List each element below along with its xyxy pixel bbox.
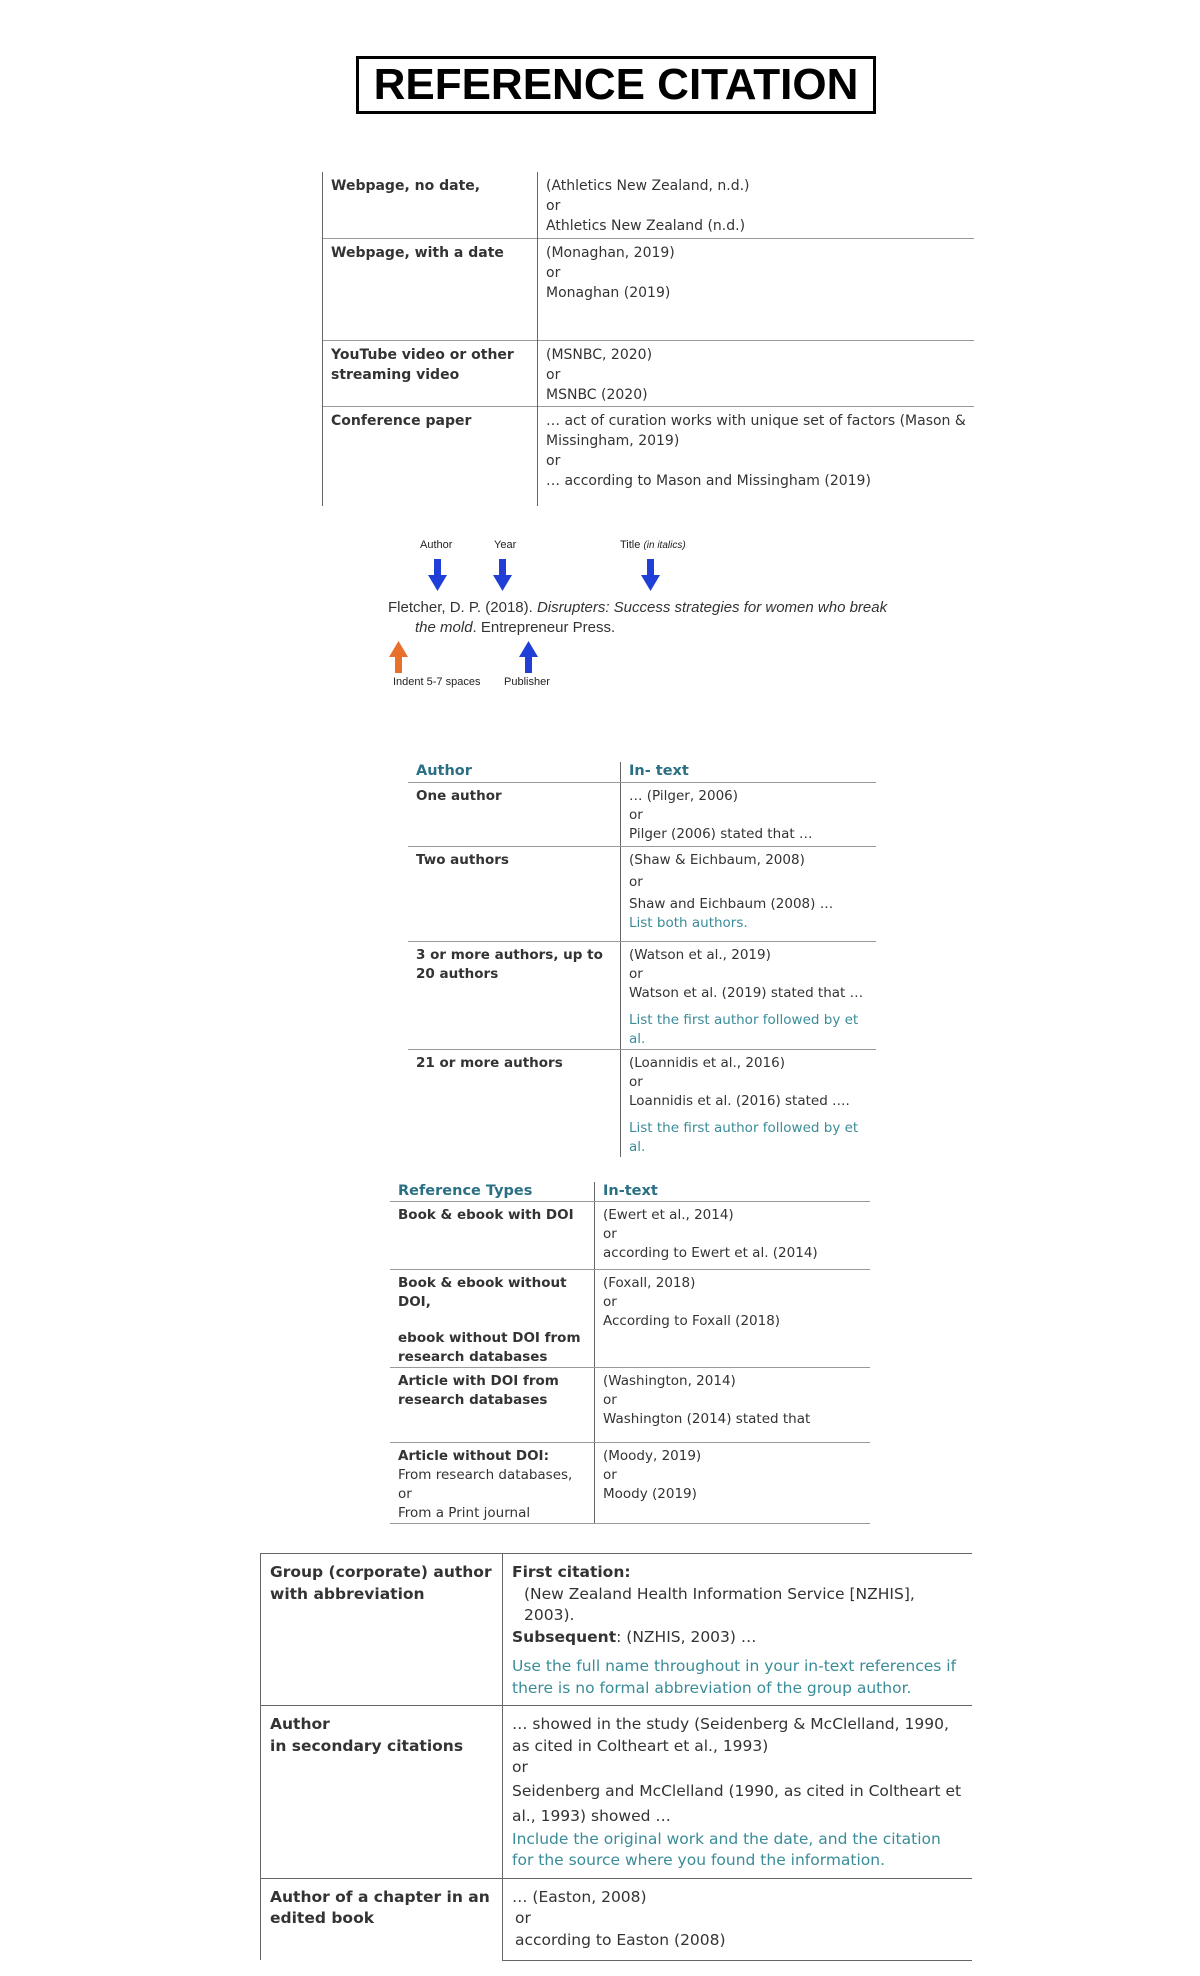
- citation-line: Loannidis et al. (2016) stated ….: [629, 1093, 850, 1109]
- citation-line: Moody (2019): [603, 1486, 697, 1502]
- author-citation-table: [408, 762, 876, 1157]
- indent-label: Indent 5-7 spaces: [393, 676, 481, 688]
- citation-line: (Watson et al., 2019): [629, 947, 771, 963]
- in-text-examples: [538, 238, 975, 340]
- reference-types-column-header: Reference Types: [390, 1182, 595, 1202]
- or-text: or: [629, 966, 643, 982]
- citation-line: Watson et al. (2019) stated that …: [629, 985, 864, 1001]
- first-citation-label: First citation:: [512, 1563, 631, 1581]
- table-row: [408, 847, 876, 942]
- citation-line: … showed in the study (Seidenberg & McClelland, 1990, as cited in Coltheart et al., 1993): [512, 1715, 949, 1755]
- citation-line: (Moody, 2019): [603, 1448, 702, 1464]
- example-reference: Fletcher, D. P. (2018). Disrupters: Success strategies for women who break the mold. Entrepreneur Press.: [388, 599, 888, 636]
- author-arrow-icon: [428, 559, 448, 593]
- citation-line: According to Foxall (2018): [603, 1313, 781, 1329]
- citation-line: (Shaw & Eichbaum, 2008): [629, 852, 805, 868]
- reference-type: YouTube video or other streaming video: [323, 340, 538, 406]
- in-text-examples: [503, 1706, 973, 1879]
- citation-line: … (Pilger, 2006): [629, 788, 739, 804]
- publisher-arrow-icon: [519, 641, 539, 675]
- in-text-examples: [538, 172, 975, 238]
- table-row: [408, 1050, 876, 1158]
- reference-type: Conference paper: [323, 406, 538, 506]
- or-text: or: [603, 1294, 617, 1310]
- subsequent-citation: Subsequent: (NZHIS, 2003) …: [512, 1627, 757, 1646]
- citation-line: Athletics New Zealand (n.d.): [546, 218, 746, 234]
- table-row: [323, 172, 975, 238]
- in-text-examples: [503, 1878, 973, 1960]
- in-text-examples: [621, 942, 877, 1050]
- in-text-examples: [595, 1443, 871, 1524]
- indent-arrow-icon: [389, 641, 409, 675]
- reference-type: Book & ebook without DOI, ebook without DOI from research databases: [390, 1270, 595, 1368]
- citation-line: Shaw and Eichbaum (2008) …: [629, 896, 834, 912]
- table-row: [390, 1443, 870, 1524]
- table-header: [390, 1182, 870, 1202]
- in-text-examples: [621, 847, 877, 942]
- in-text-examples: [595, 1368, 871, 1443]
- or-text: or: [629, 874, 643, 890]
- citation-line: Washington (2014) stated that: [603, 1411, 811, 1427]
- citation-line: … according to Mason and Missingham (2019): [546, 472, 871, 489]
- page-title: REFERENCE CITATION: [356, 56, 876, 114]
- or-text: or: [603, 1392, 617, 1408]
- title-label: Title (in italics): [620, 539, 686, 551]
- reference-type: 3 or more authors, up to 20 authors: [408, 942, 621, 1050]
- citation-line: MSNBC (2020): [546, 386, 648, 403]
- special-citation-table: [260, 1553, 972, 1961]
- table-row: [261, 1706, 973, 1879]
- reference-type: One author: [408, 783, 621, 847]
- table-row: [390, 1368, 870, 1443]
- guidance-note: List both authors.: [629, 915, 748, 931]
- in-text-column-header: In- text: [621, 762, 877, 783]
- citation-line: Monaghan (2019): [546, 284, 671, 301]
- or-text: or: [546, 264, 561, 281]
- in-text-examples: [621, 1050, 877, 1158]
- reference-type: Group (corporate) author with abbreviation: [261, 1554, 503, 1706]
- reference-type: Book & ebook with DOI: [390, 1202, 595, 1270]
- reference-type: Article with DOI from research databases: [390, 1368, 595, 1443]
- reference-type: Webpage, no date,: [323, 172, 538, 238]
- table-row: [261, 1554, 973, 1706]
- table-header: [408, 762, 876, 783]
- table-row: [408, 942, 876, 1050]
- reference-type: Author in secondary citations: [261, 1706, 503, 1879]
- table-row: [390, 1270, 870, 1368]
- citation-line: (Athletics New Zealand, n.d.): [546, 178, 750, 194]
- table-row: [261, 1878, 973, 1960]
- citation-line: (Washington, 2014): [603, 1373, 736, 1389]
- table-row: [390, 1202, 870, 1270]
- table-row: [323, 340, 975, 406]
- or-text: or: [603, 1226, 617, 1242]
- publisher-label: Publisher: [504, 676, 550, 688]
- citation-line: (Monaghan, 2019): [546, 244, 675, 261]
- citation-line: … (Easton, 2008): [512, 1887, 647, 1906]
- citation-line: according to Ewert et al. (2014): [603, 1245, 818, 1261]
- citation-line: according to Easton (2008): [515, 1930, 726, 1949]
- or-text: or: [515, 1909, 531, 1927]
- citation-line: (New Zealand Health Information Service [NZHIS], 2003).: [524, 1584, 915, 1624]
- or-text: or: [629, 1074, 643, 1090]
- or-text: or: [603, 1467, 617, 1483]
- citation-line: (Foxall, 2018): [603, 1275, 696, 1291]
- reference-type-table: [390, 1182, 870, 1524]
- reference-type: Webpage, with a date: [323, 238, 538, 340]
- in-text-examples: [621, 783, 877, 847]
- or-text: or: [546, 366, 561, 383]
- title-arrow-icon: [641, 559, 661, 593]
- in-text-examples: [503, 1554, 973, 1706]
- author-label: Author: [420, 539, 453, 551]
- year-label: Year: [494, 539, 517, 551]
- webpage-citation-table: [322, 172, 974, 506]
- or-text: or: [546, 452, 561, 469]
- table-row: [323, 406, 975, 506]
- reference-type: 21 or more authors: [408, 1050, 621, 1158]
- citation-line: … act of curation works with unique set of factors (Mason & Missingham, 2019): [546, 412, 966, 449]
- in-text-examples: [595, 1202, 871, 1270]
- reference-anatomy-diagram: [380, 535, 900, 695]
- citation-line: (Loannidis et al., 2016): [629, 1055, 786, 1071]
- citation-line: (Ewert et al., 2014): [603, 1207, 734, 1223]
- table-row: [408, 783, 876, 847]
- citation-line: Seidenberg and McClelland (1990, as cited in Coltheart et al., 1993) showed …: [512, 1781, 962, 1825]
- guidance-note: List the first author followed by et al.: [629, 1120, 859, 1155]
- or-text: or: [546, 198, 561, 214]
- guidance-note: List the first author followed by et al.: [629, 1012, 859, 1047]
- in-text-examples: [538, 406, 975, 506]
- reference-type: Two authors: [408, 847, 621, 942]
- in-text-examples: [595, 1270, 871, 1368]
- year-arrow-icon: [493, 559, 513, 593]
- guidance-note: Use the full name throughout in your in-text references if there is no formal abbreviation of the group author.: [512, 1657, 957, 1697]
- in-text-column-header: In-text: [595, 1182, 871, 1202]
- citation-line: Pilger (2006) stated that …: [629, 826, 813, 842]
- reference-type: Author of a chapter in an edited book: [261, 1878, 503, 1960]
- table-row: [323, 238, 975, 340]
- or-text: or: [629, 807, 643, 823]
- guidance-note: Include the original work and the date, and the citation for the source where you found the information.: [512, 1829, 941, 1869]
- author-column-header: Author: [408, 762, 621, 783]
- reference-type: Article without DOI: From research databases, or From a Print journal: [390, 1443, 595, 1524]
- or-text: or: [512, 1758, 528, 1776]
- citation-line: (MSNBC, 2020): [546, 346, 653, 363]
- in-text-examples: [538, 340, 975, 406]
